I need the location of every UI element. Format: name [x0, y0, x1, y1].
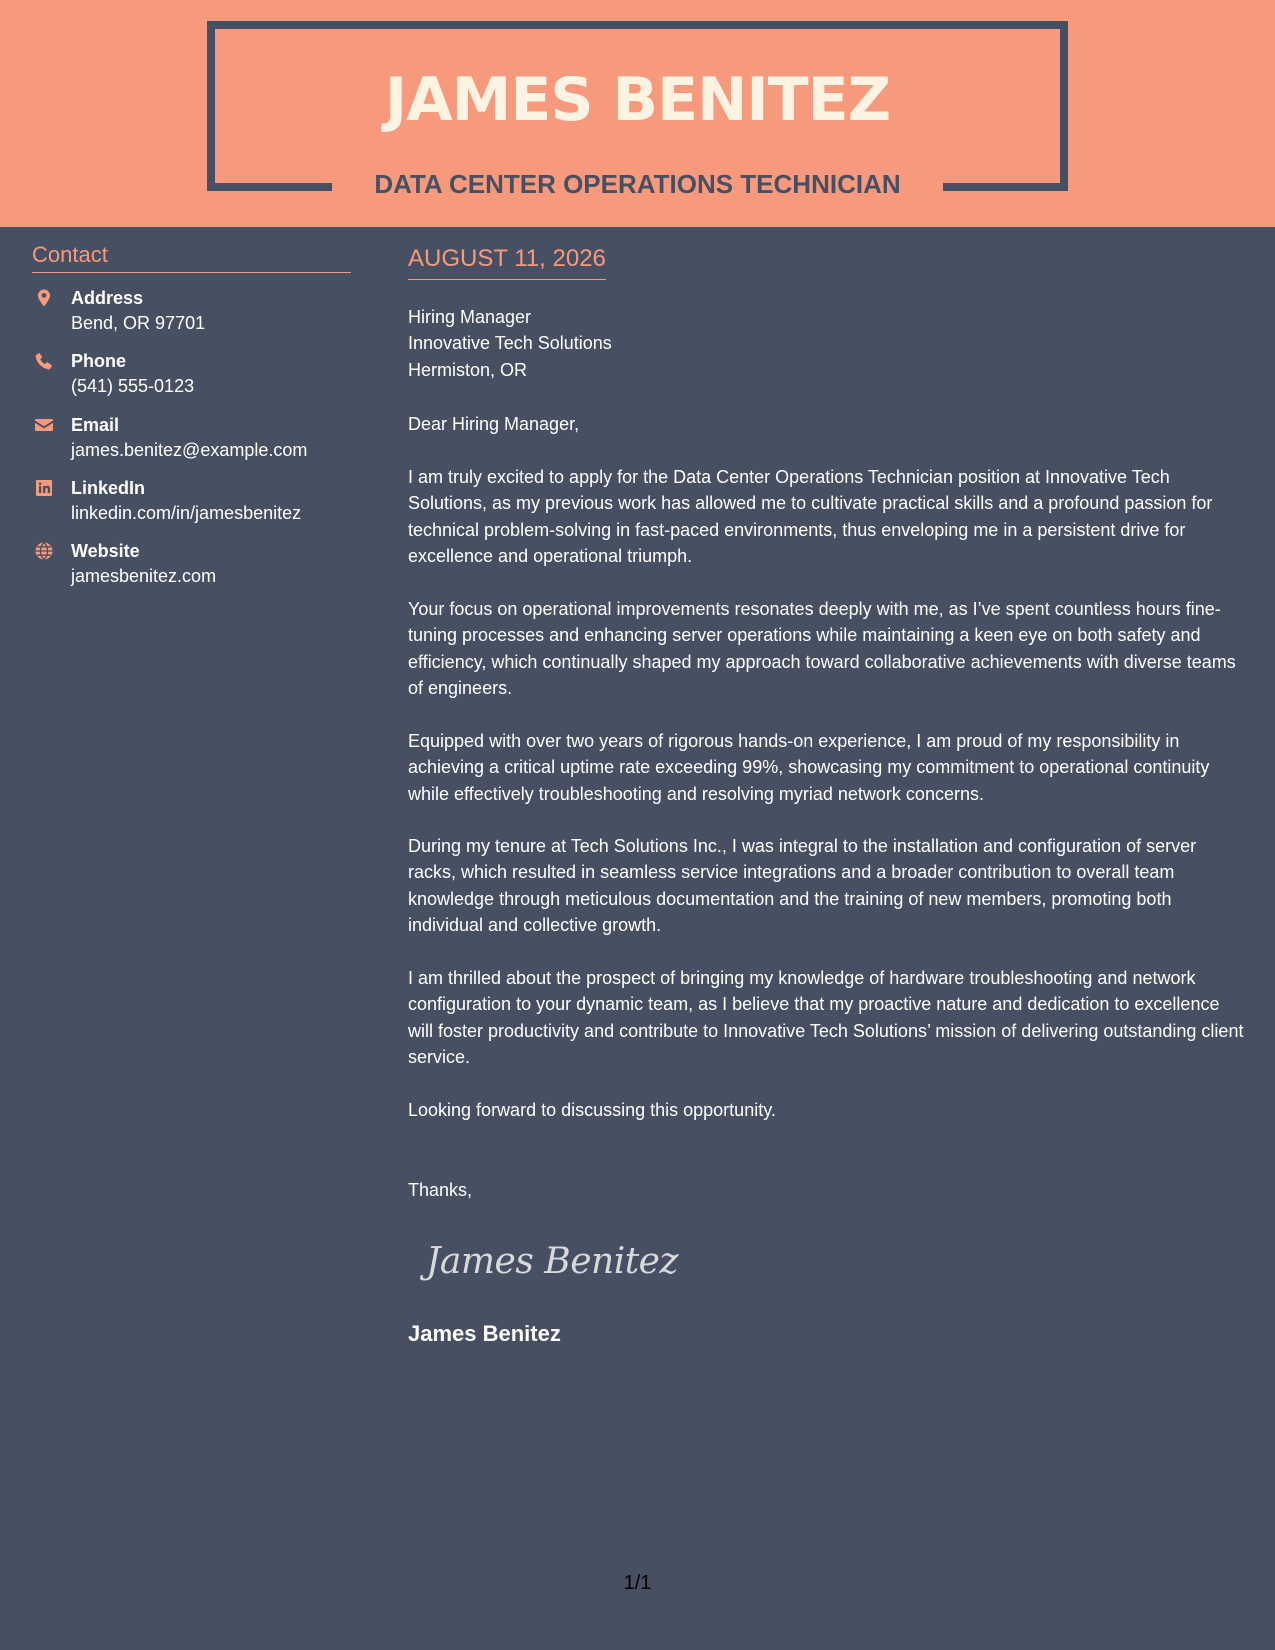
- job-title: DATA CENTER OPERATIONS TECHNICIAN: [374, 169, 901, 199]
- contact-heading: Contact: [32, 242, 351, 273]
- signoff: Thanks,: [408, 1180, 473, 1200]
- recipient-company: Innovative Tech Solutions: [408, 333, 612, 354]
- contact-label: LinkedIn: [71, 478, 146, 498]
- recipient-location: Hermiston, OR: [408, 359, 528, 380]
- applicant-name: JAMES BENITEZ: [384, 65, 891, 135]
- recipient-block: [408, 304, 612, 383]
- contact-label: Email: [71, 415, 120, 435]
- contact-value: (541) 555-0123: [71, 376, 195, 396]
- globe-icon: [34, 541, 54, 561]
- contact-value: Bend, OR 97701: [71, 313, 206, 333]
- page-number: 1/1: [623, 1572, 652, 1594]
- envelope-icon: [34, 415, 54, 435]
- signer-name: James Benitez: [408, 1321, 561, 1346]
- salutation: Dear Hiring Manager,: [408, 414, 580, 434]
- paragraph-5: I am thrilled about the prospect of bringing my knowledge of hardware troubleshooting and network configuration to your dynamic team, as I believe that my proactive nature and dedication to excellence will foster productivity and contribute to Innovative Tech Solutions’ mission of delivering outstanding client service.: [408, 968, 1244, 1068]
- paragraph-2: Your focus on operational improvements resonates deeply with me, as I’ve spent countless hours fine-tuning processes and enhancing server operations while maintaining a keen eye on both safety and efficiency, which continually shaped my approach toward collaborative achievements with diverse teams of engineers.: [408, 599, 1236, 699]
- contact-value: jamesbenitez.com: [71, 566, 217, 586]
- paragraph-1: I am truly excited to apply for the Data Center Operations Technician position at Innovative Tech Solutions, as my previous work has allowed me to cultivate practical skills and a profound passion for technical problem-solving in fast-paced environments, thus enveloping me in a persistent drive for excellence and operational triumph.: [408, 467, 1213, 567]
- paragraph-4: During my tenure at Tech Solutions Inc., I was integral to the installation and configuration of server racks, which resulted in seamless service integrations and a broader contribution to overall team knowledge through meticulous documentation and the training of new members, promoting both individual and collective growth.: [408, 836, 1197, 936]
- phone-icon: [34, 351, 54, 371]
- contact-value: linkedin.com/in/jamesbenitez: [71, 503, 302, 523]
- map-pin-icon: [34, 288, 54, 308]
- contact-label: Phone: [71, 351, 127, 371]
- contact-value: james.benitez@example.com: [71, 440, 308, 460]
- recipient-title: Hiring Manager: [408, 307, 532, 327]
- letter-date: AUGUST 11, 2026: [408, 245, 606, 280]
- handwritten-signature: James Benitez: [426, 1241, 678, 1282]
- contact-label: Address: [71, 288, 144, 308]
- closing-line: Looking forward to discussing this opportunity.: [408, 1100, 776, 1120]
- contact-label: Website: [71, 541, 140, 561]
- paragraph-3: Equipped with over two years of rigorous hands-on experience, I am proud of my responsibility in achieving a critical uptime rate exceeding 99%, showcasing my commitment to operational continuity while effectively troubleshooting and resolving myriad network concerns.: [408, 731, 1210, 804]
- linkedin-icon: [34, 478, 54, 498]
